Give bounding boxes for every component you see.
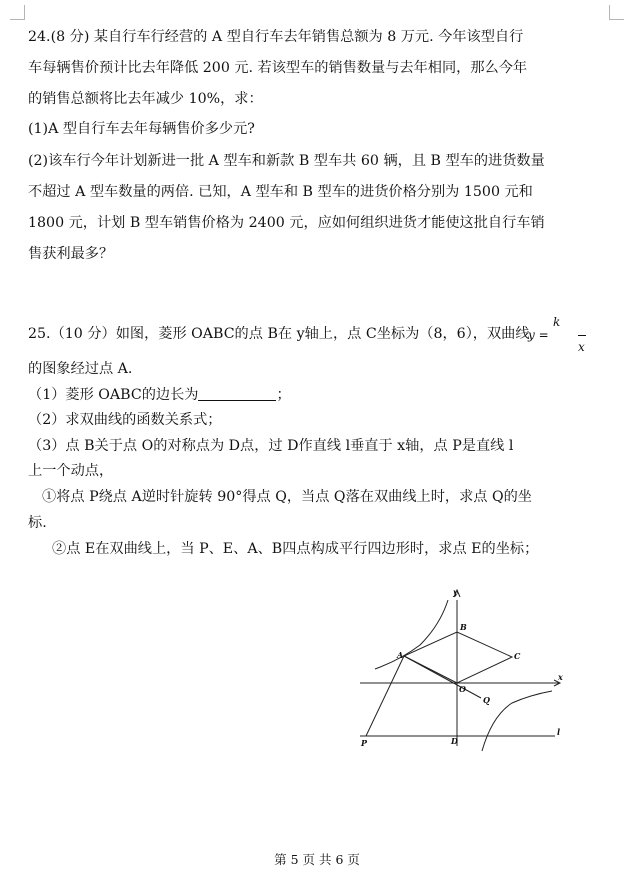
label-b: B	[460, 622, 467, 632]
q24-line-3: 的销售总额将比去年减少 10%，求：	[28, 91, 263, 107]
label-o: O	[459, 684, 466, 694]
q24-line-1: 24.(8 分) 某自行车行经营的 A 型自行车去年销售总额为 8 万元. 今年该型自行	[28, 29, 524, 45]
q25-sub-1-line-1: ①将点 P绕点 A逆时针旋转 90°得点 Q，当点 Q落在双曲线上时，求点 Q的坐	[42, 489, 532, 505]
label-l: l	[557, 727, 561, 737]
q25-sub-1-line-2: 标.	[28, 515, 47, 531]
label-q: Q	[483, 695, 490, 705]
hyperbola-branch-lower-right	[482, 691, 552, 751]
func-denominator: x	[578, 340, 585, 354]
func-numerator: k	[553, 315, 561, 329]
page-footer: 第 5 页 共 6 页	[274, 852, 360, 867]
hyperbola-branch-upper-left	[375, 600, 448, 669]
label-y: y	[453, 587, 458, 597]
q24-line-2: 车每辆售价预计比去年降低 200 元. 若该型车的销售数量与去年相同，那么今年	[28, 60, 528, 76]
label-p: P	[361, 738, 368, 748]
q24-line-7: 1800 元，计划 B 型车销售价格为 2400 元，应如何组织进货才能使这批自行车销	[28, 215, 545, 231]
q25-line-1: 25.（10 分）如图，菱形 OABC的点 B在 y轴上，点 C坐标为（8，6），双曲线	[28, 326, 530, 342]
q25-part-3-line-2: 上一个动点，	[28, 463, 114, 479]
q24-line-8: 售获利最多？	[28, 246, 114, 262]
q25-part-1-text: （1）菱形 OABC的边长为	[28, 387, 199, 403]
q25-part-1-end: ；	[276, 387, 291, 403]
q24-line-5: (2)该车行今年计划新进一批 A 型车和新款 B 型车共 60 辆，且 B 型车的进货数量	[28, 153, 545, 169]
label-d: D	[451, 736, 458, 746]
label-a: A	[397, 650, 404, 660]
q25-part-3-line-1: （3）点 B关于点 O的对称点为 D点，过 D作直线 l垂直于 x轴，点 P是直线 l	[28, 438, 514, 454]
q24-line-4: (1)A 型自行车去年每辆售价多少元?	[28, 121, 255, 137]
label-x: x	[558, 672, 563, 682]
segment-ap	[366, 656, 404, 736]
q25-line-2: 的图象经过点 A.	[28, 361, 133, 377]
q25-sub-2: ②点 E在双曲线上，当 P、E、A、B四点构成平行四边形时，求点 E的坐标；	[52, 541, 539, 557]
rhombus-oabc	[404, 632, 512, 683]
label-c: C	[514, 651, 521, 661]
func-y: y =	[528, 328, 549, 342]
q25-part-2: （2）求双曲线的函数关系式；	[28, 412, 222, 428]
q24-line-6: 不超过 A 型车数量的两倍. 已知，A 型车和 B 型车的进货价格分别为 1500 元和	[28, 184, 533, 200]
